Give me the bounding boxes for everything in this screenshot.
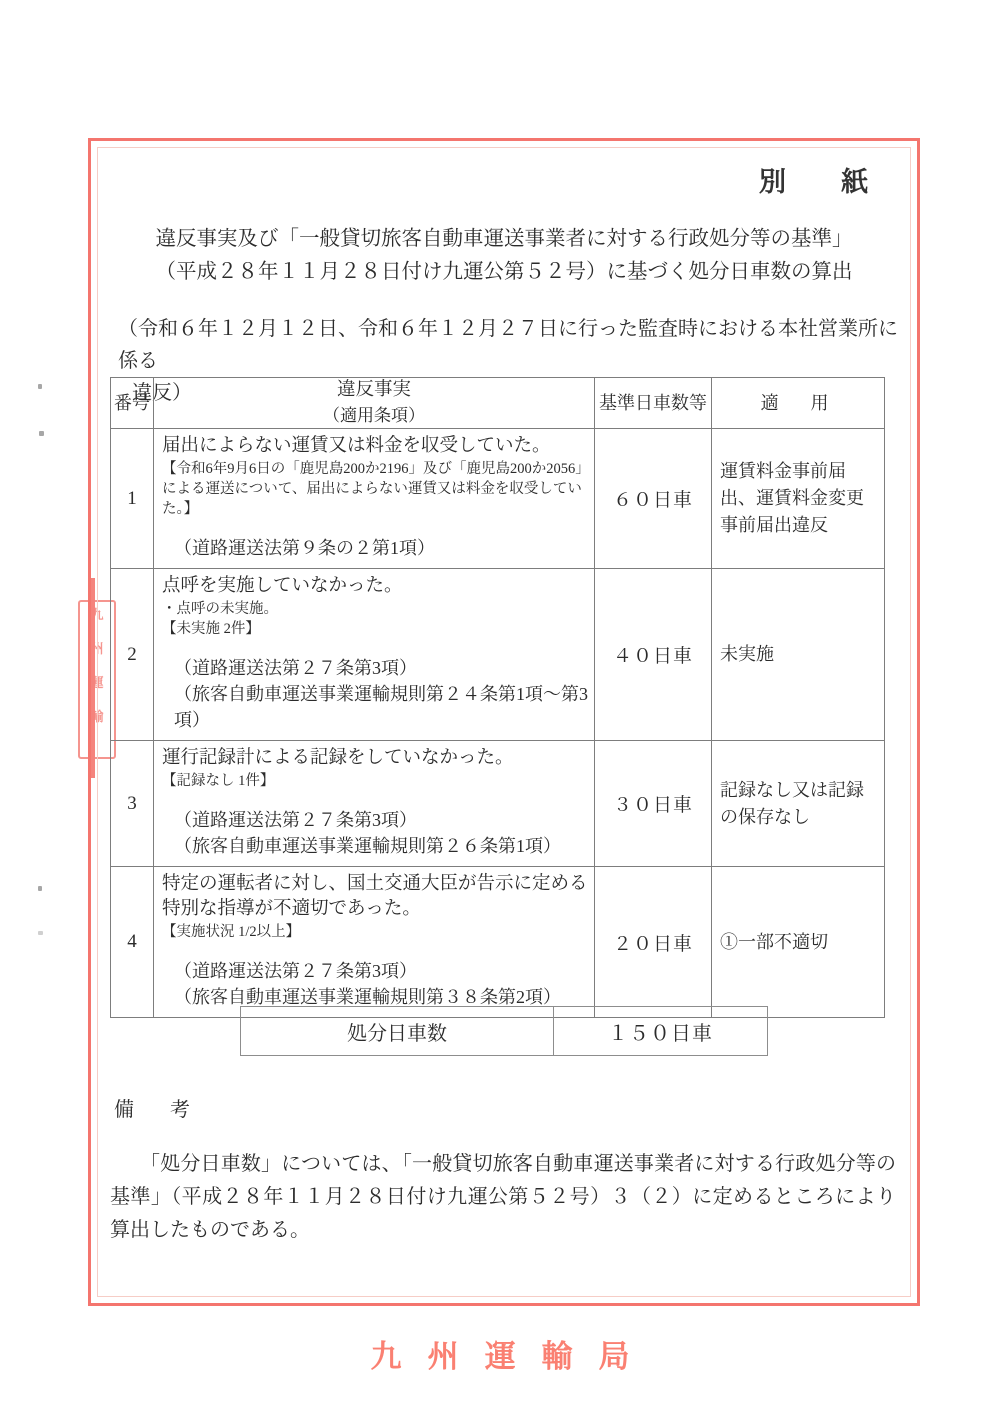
violation-fact-heading: 運行記録計による記録をしていなかった。 [162,748,514,768]
violation-table-body [111,429,885,1018]
cell-row-number: 3 [111,741,154,867]
table-row [111,867,885,1018]
spacer [162,942,588,958]
spacer [162,791,588,807]
total-label: 処分日車数 [241,1007,554,1056]
seal-glyph: 輸 [90,710,104,725]
violation-law-citation: （道路運送法第９条の２第1項） [174,538,435,558]
violation-fact-heading: 届出によらない運賃又は料金を収受していた。 [162,436,551,456]
cell-standard-days: ４０日車 [595,569,712,741]
document-label: 別 紙 [759,167,882,197]
violation-fact-detail: 【実施状況 1/2以上】 [162,924,301,940]
column-header-no: 番号 [111,378,154,429]
cell-row-number: 4 [111,867,154,1018]
table-row [111,429,885,569]
issuing-organization: 九州運輸局 [370,1339,656,1374]
total-value: １５０日車 [554,1007,768,1056]
violation-law-citation: （旅客自動車運送事業運輸規則第３８条第2項） [174,987,561,1007]
violation-law-citation: （旅客自動車運送事業運輸規則第２６条第1項） [174,836,561,856]
page-title-line-1: 違反事実及び「一般貸切旅客自動車運送事業者に対する行政処分等の基準」 [155,228,853,250]
table-row [111,569,885,741]
cell-standard-days: ６０日車 [595,429,712,569]
total-box [240,1006,768,1056]
violation-law-citation: （道路運送法第２７条第3項） [174,961,417,981]
cell-application: ①一部不適切 [712,867,885,1018]
remarks-text: 「処分日車数」については、「一般貸切旅客自動車運送事業者に対する行政処分等の基準」（平成２８年１１月２８日付け九運公第５２号）３（２）に定めるところにより算出したものである。 [110,1153,896,1241]
total-row [241,1007,768,1056]
column-header-days: 基準日車数等 [595,378,712,429]
column-header-fact [154,378,595,429]
violation-fact-detail: ・点呼の未実施。 [162,601,278,617]
remarks-heading: 備 考 [114,1099,198,1121]
column-header-apply: 適 用 [712,378,885,429]
cell-violation-fact [154,429,595,569]
scan-speck [39,431,44,436]
cell-standard-days: ３０日車 [595,741,712,867]
cell-application: 未実施 [712,569,885,741]
spacer [162,519,588,535]
violation-law-citation: （道路運送法第２７条第3項） [174,658,417,678]
spacer [162,639,588,655]
violation-fact-detail: 【未実施 2件】 [162,621,260,637]
page-title-line-2: （平成２８年１１月２８日付け九運公第５２号）に基づく処分日車数の算出 [155,261,853,283]
page-title [100,223,908,289]
cell-application: 運賃料金事前届出、運賃料金変更事前届出違反 [712,429,885,569]
violation-table [110,377,885,1018]
cell-row-number: 2 [111,569,154,741]
cell-violation-fact [154,569,595,741]
cell-violation-fact [154,741,595,867]
scan-speck [38,886,42,891]
column-header-fact-sub: （適用条項） [323,406,425,425]
cell-row-number: 1 [111,429,154,569]
violation-fact-detail: 【記録なし 1件】 [162,773,275,789]
seal-glyph: 運 [90,676,104,691]
violation-fact-detail: 【令和6年9月6日の「鹿児島200か2196」及び「鹿児島200か2056」による運送について、届出によらない運賃又は料金を収受していた。】 [162,461,583,517]
violation-fact-heading: 特定の運転者に対し、国土交通大臣が告示に定める特別な指導が不適切であった。 [162,874,588,919]
table-header-row [111,378,885,429]
table-row [111,741,885,867]
column-header-fact-main: 違反事実 [336,380,411,400]
scope-note-line-1: （令和６年１２月１２日、令和６年１２月２７日に行った監査時における本社営業所に係る [118,318,898,372]
remarks-body [110,1148,896,1247]
scope-note-line-2: 違反） [132,382,192,404]
cell-application: 記録なし又は記録の保存なし [712,741,885,867]
seal-glyph: 九 [90,608,104,623]
scan-speck [38,931,43,935]
violation-law-citation: （道路運送法第２７条第3項） [174,810,417,830]
document-body [100,138,908,1306]
violation-law-citation: （旅客自動車運送事業運輸規則第２４条第1項〜第3項） [174,684,588,730]
cell-violation-fact [154,867,595,1018]
seal-glyph: 州 [90,642,104,657]
scan-speck [38,384,42,389]
violation-fact-heading: 点呼を実施していなかった。 [162,576,403,596]
cell-standard-days: ２０日車 [595,867,712,1018]
